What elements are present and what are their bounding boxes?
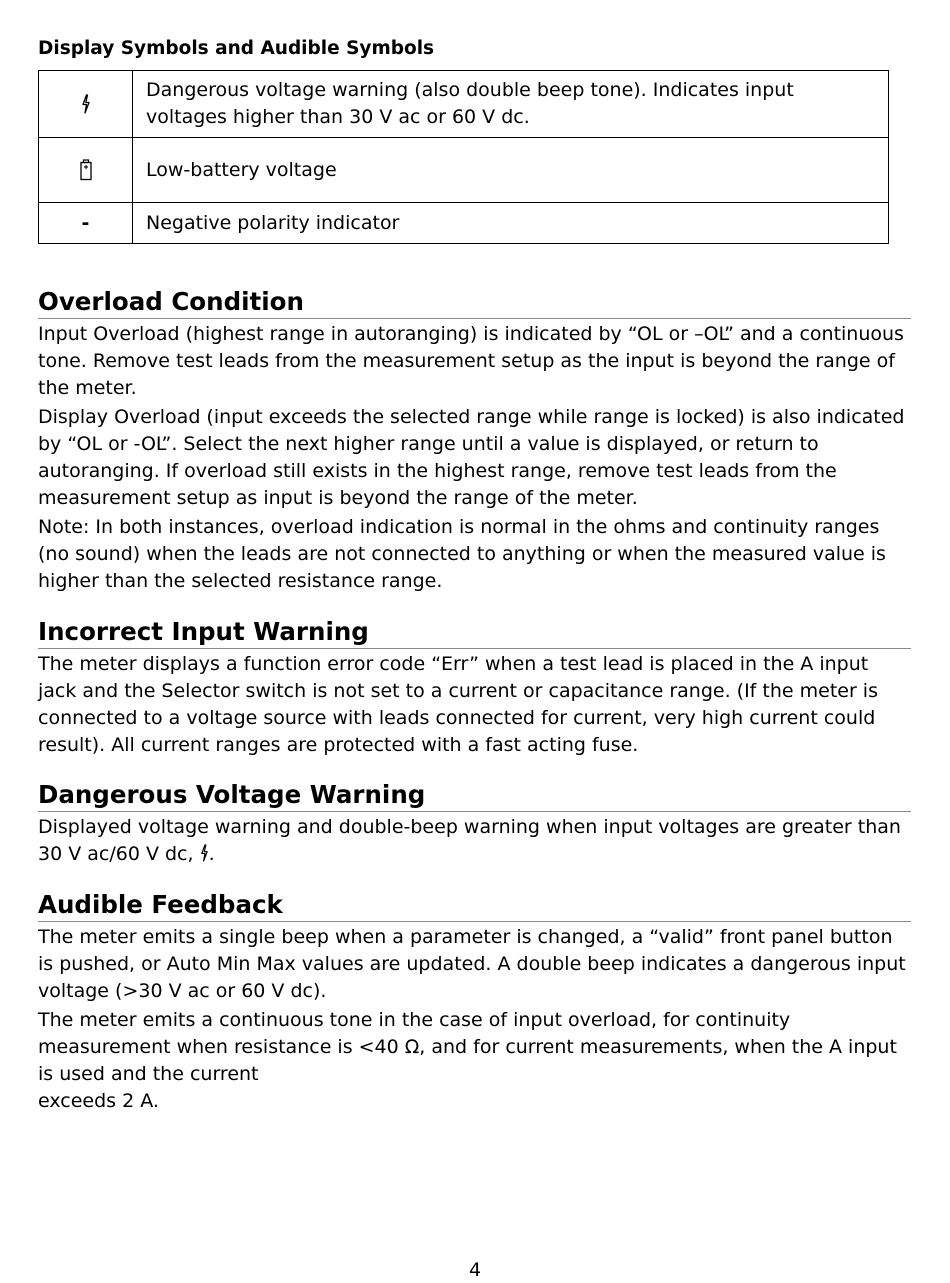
- symbol-description: Dangerous voltage warning (also double beep tone). Indicates input voltages higher than 30 V ac or 60 V dc.: [133, 71, 889, 138]
- paragraph: Display Overload (input exceeds the selected range while range is locked) is also indicated by “OL or -OL”. Select the next higher range until a value is displayed, or return to autoranging. If overload still exists in the highest range, remove test leads from the measurement setup as input is beyond the range of the meter.: [38, 406, 905, 509]
- paragraph-end: .: [208, 843, 215, 865]
- symbols-table: [38, 70, 889, 244]
- negative-polarity-symbol: -: [81, 211, 90, 234]
- section-heading: Incorrect Input Warning: [38, 617, 911, 649]
- page-number: 4: [468, 1259, 482, 1281]
- section-overload-condition: [38, 287, 911, 595]
- section-incorrect-input-warning: [38, 617, 911, 759]
- table-row: [39, 138, 889, 203]
- table-title: Display Symbols and Audible Symbols: [38, 38, 435, 59]
- symbol-cell: [39, 138, 133, 203]
- section-heading: Overload Condition: [38, 287, 911, 319]
- section-heading: Audible Feedback: [38, 890, 911, 922]
- symbol-cell: [39, 71, 133, 138]
- paragraph: [38, 814, 911, 870]
- lightning-bolt-icon: [200, 843, 209, 870]
- symbol-description: Negative polarity indicator: [133, 203, 889, 244]
- paragraph: Input Overload (highest range in autoranging) is indicated by “OL or –OL” and a continuous tone. Remove test leads from the measurement setup as the input is beyond the range of the meter.: [38, 323, 904, 399]
- lightning-bolt-icon: [81, 93, 91, 115]
- battery-icon: [79, 159, 93, 181]
- table-row: [39, 71, 889, 138]
- paragraph: The meter emits a single beep when a parameter is changed, a “valid” front panel button is pushed, or Auto Min Max values are updated. A double beep indicates a dangerous input voltage (>30 V ac or 60 V dc).: [38, 926, 906, 1002]
- section-dangerous-voltage-warning: [38, 780, 911, 870]
- paragraph-text: exceeds 2 A.: [38, 1090, 159, 1112]
- symbol-cell: [39, 203, 133, 244]
- symbol-description: Low-battery voltage: [133, 138, 889, 203]
- section-heading: Dangerous Voltage Warning: [38, 780, 911, 812]
- paragraph-text: Displayed voltage warning and double-beep warning when input voltages are greater than 30 V ac/60 V dc,: [38, 816, 901, 865]
- table-row: [39, 203, 889, 244]
- paragraph: [38, 1007, 911, 1115]
- paragraph-text: The meter emits a continuous tone in the case of input overload, for continuity measurement when resistance is <40 Ω, and for current measurements, when the A input is used and the current: [38, 1009, 897, 1085]
- paragraph: Note: In both instances, overload indication is normal in the ohms and continuity ranges (no sound) when the leads are not connected to anything or when the measured value is higher than the selected resistance range.: [38, 516, 886, 592]
- paragraph: The meter displays a function error code “Err” when a test lead is placed in the A input jack and the Selector switch is not set to a current or capacitance range. (If the meter is connected to a voltage source with leads connected for current, very high current could result). All current ranges are protected with a fast acting fuse.: [38, 653, 878, 756]
- section-audible-feedback: [38, 890, 911, 1115]
